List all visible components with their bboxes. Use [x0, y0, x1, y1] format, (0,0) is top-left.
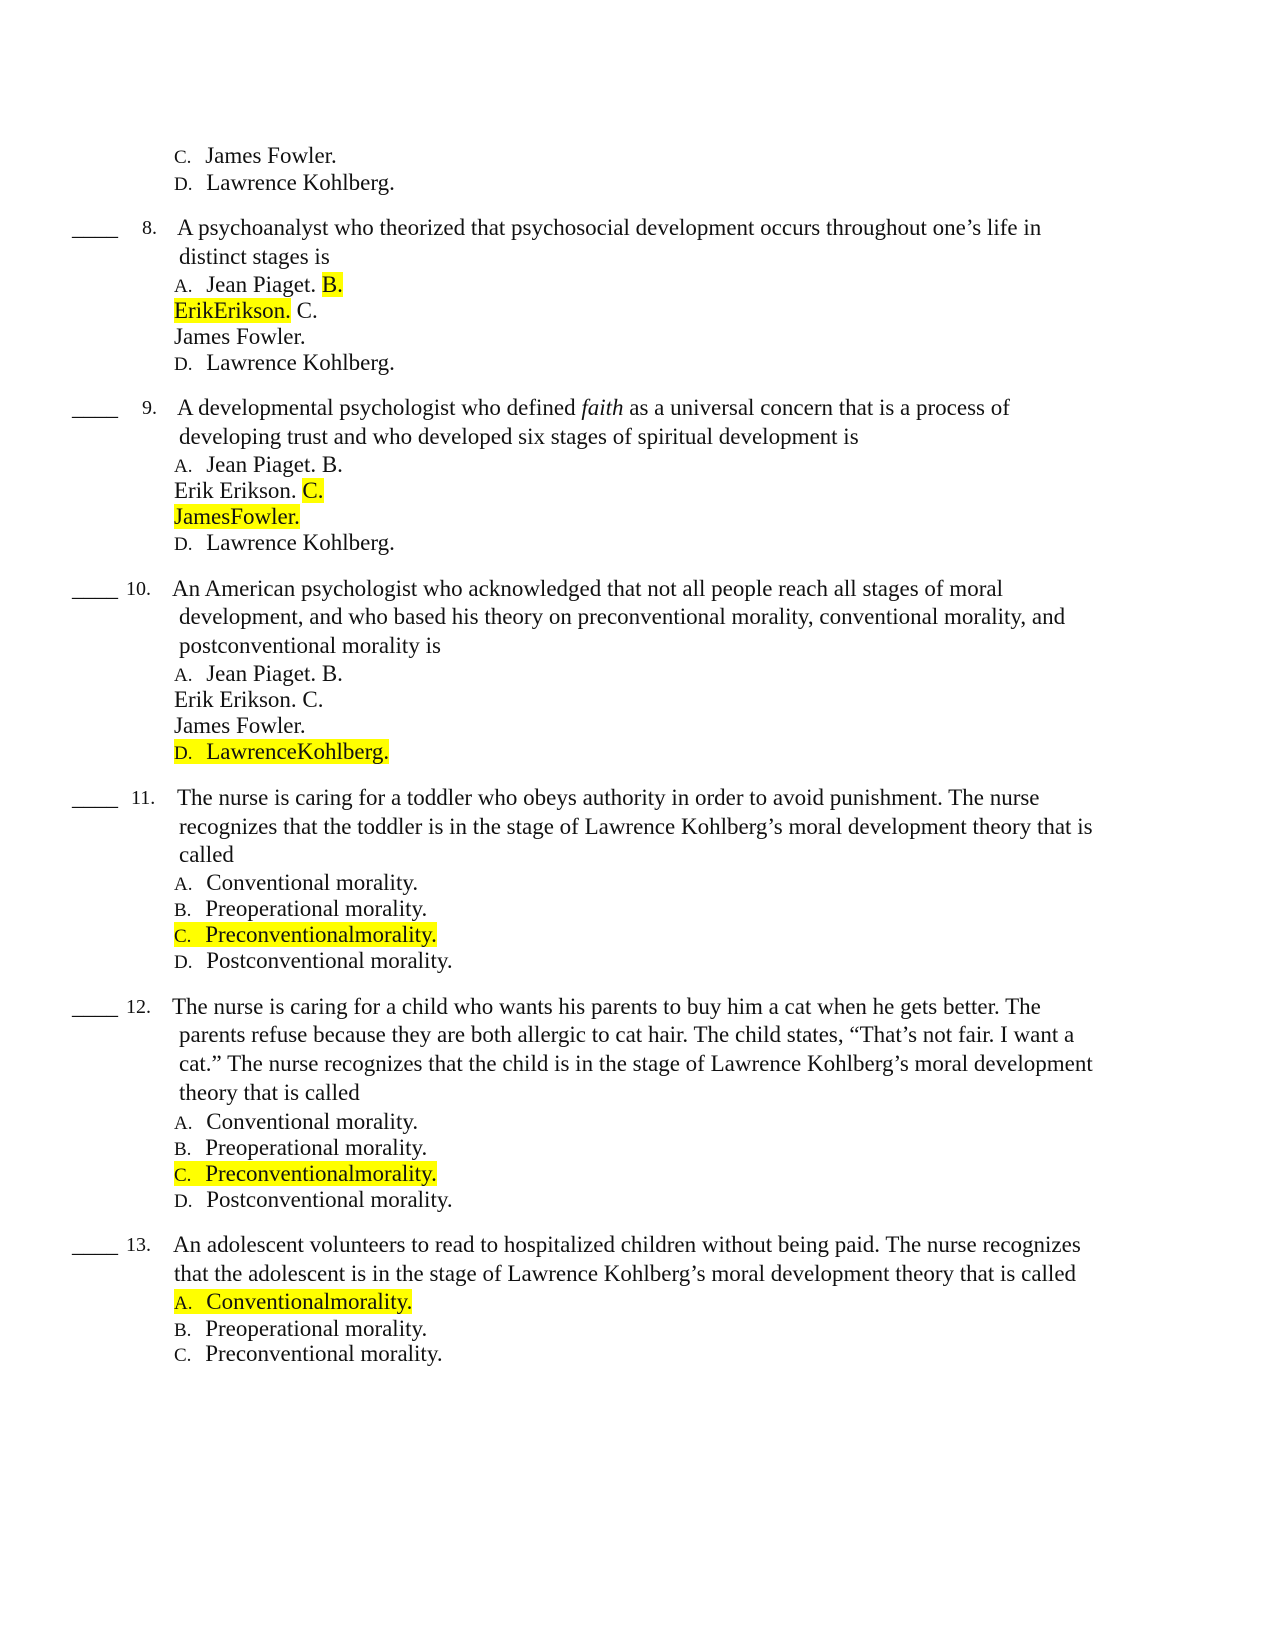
option-letter: D. — [174, 1191, 193, 1212]
question-stem: developing trust and who developed six stages of spiritual development is — [179, 424, 859, 449]
option-letter: B. — [174, 1139, 192, 1160]
option-letter: A. — [174, 665, 193, 686]
question-number: 9. — [142, 397, 157, 419]
option-letter: A. — [174, 1293, 193, 1314]
option-text: Preoperational morality. — [205, 1135, 428, 1160]
option-text: Erik Erikson. — [174, 478, 297, 503]
question-stem: The nurse is caring for a child who wants his parents to buy him a cat when he gets better. The — [172, 994, 1041, 1019]
option-letter: C. — [174, 147, 192, 168]
option-text: Jean Piaget. — [206, 452, 317, 477]
option-letter: D. — [174, 952, 193, 973]
option-letter: C. — [302, 687, 324, 712]
option-letter: A. — [174, 456, 193, 477]
correct-option-text: LawrenceKohlberg. — [206, 739, 390, 764]
question-stem: distinct stages is — [179, 244, 330, 269]
question-stem: that the adolescent is in the stage of Lawrence Kohlberg’s moral development theory that is called — [174, 1261, 1077, 1286]
option-letter: B. — [321, 272, 343, 297]
stem-text: A developmental psychologist who defined — [177, 395, 576, 420]
question-stem: postconventional morality is — [179, 633, 441, 658]
question-number: 13. — [126, 1234, 151, 1256]
correct-option — [174, 922, 437, 947]
option-letter: D. — [174, 174, 193, 195]
option-letter: C. — [174, 1165, 192, 1186]
option-letter: C. — [174, 926, 192, 947]
option-text: Lawrence Kohlberg. — [206, 350, 395, 375]
option-text: Conventional morality. — [206, 1109, 419, 1134]
stem-emphasis: faith — [581, 395, 624, 420]
option-text: Lawrence Kohlberg. — [206, 530, 395, 555]
question-stem: called — [179, 842, 234, 867]
correct-option — [174, 739, 389, 764]
option-text: Preconventional morality. — [205, 1341, 443, 1366]
correct-option-text: JamesFowler. — [174, 504, 300, 529]
option-text: James Fowler. — [174, 713, 306, 738]
option-letter: B. — [174, 1320, 192, 1341]
correct-option-text — [174, 503, 300, 531]
option-text: Lawrence Kohlberg. — [206, 170, 395, 195]
question-number: 10. — [126, 578, 151, 600]
option-text: Erik Erikson. — [174, 687, 297, 712]
question-stem: The nurse is caring for a toddler who obeys authority in order to avoid punishment. The nurse — [177, 785, 1040, 810]
q10-option-line — [174, 686, 324, 714]
option-text: James Fowler. — [205, 143, 337, 168]
question-number: 11. — [131, 787, 156, 809]
question-stem: An American psychologist who acknowledged that not all people reach all stages of moral — [172, 576, 1003, 601]
correct-option-text: ErikErikson. — [174, 298, 291, 323]
option-text: Preoperational morality. — [205, 896, 428, 921]
q8-option-d — [174, 349, 395, 379]
correct-option-text: Conventionalmorality. — [206, 1289, 413, 1314]
question-number: 8. — [142, 217, 157, 239]
option-text: Jean Piaget. — [206, 661, 317, 686]
q8-option-line — [174, 297, 318, 325]
q9-option-d — [174, 529, 395, 559]
q7-option-c — [174, 142, 337, 172]
question-stem: theory that is called — [179, 1080, 360, 1105]
question-stem: development, and who based his theory on preconventional morality, conventional morality, and — [179, 604, 1066, 629]
q13-option-a — [174, 1288, 412, 1318]
answer-blank: ____ — [72, 994, 118, 1019]
question-stem: parents refuse because they are both allergic to cat hair. The child states, “That’s not fair. I want a — [179, 1022, 1075, 1047]
q12-option-d — [174, 1186, 453, 1216]
question-stem: cat.” The nurse recognizes that the child is in the stage of Lawrence Kohlberg’s moral development — [179, 1051, 1093, 1076]
option-letter: B. — [174, 900, 192, 921]
q13-option-c — [174, 1340, 443, 1370]
answer-blank: ____ — [72, 215, 118, 240]
q10-option-d — [174, 738, 389, 768]
option-text: Postconventional morality. — [206, 948, 453, 973]
question-number: 12. — [126, 996, 151, 1018]
option-letter: C. — [302, 478, 324, 503]
question-stem: An adolescent volunteers to read to hospitalized children without being paid. The nurse recognizes — [173, 1232, 1081, 1257]
q9-option-line — [174, 477, 324, 505]
option-text: Conventional morality. — [206, 870, 419, 895]
question-stem: A psychoanalyst who theorized that psychosocial development occurs throughout one’s life in — [177, 215, 1042, 240]
answer-blank: ____ — [72, 1232, 118, 1257]
option-letter: A. — [174, 874, 193, 895]
option-letter: C. — [174, 1345, 192, 1366]
option-letter: B. — [321, 452, 343, 477]
q7-option-d — [174, 169, 395, 199]
q11-option-d — [174, 947, 453, 977]
answer-blank: ____ — [72, 785, 118, 810]
correct-option — [174, 1161, 437, 1186]
option-letter: D. — [174, 354, 193, 375]
option-text: Postconventional morality. — [206, 1187, 453, 1212]
option-letter: D. — [174, 534, 193, 555]
correct-option-text: Preconventionalmorality. — [205, 1161, 437, 1186]
option-letter: B. — [321, 661, 343, 686]
option-text: James Fowler. — [174, 324, 306, 349]
stem-text: as a universal concern that is a process of — [629, 395, 1010, 420]
option-text: Jean Piaget. — [206, 272, 317, 297]
correct-option — [174, 1289, 412, 1314]
option-letter: D. — [174, 743, 193, 764]
option-text: Preoperational morality. — [205, 1316, 428, 1341]
option-letter: A. — [174, 1113, 193, 1134]
answer-blank: ____ — [72, 395, 118, 420]
question-stem: recognizes that the toddler is in the stage of Lawrence Kohlberg’s moral development theory that is — [179, 814, 1093, 839]
question-stem — [177, 394, 1010, 422]
option-letter: A. — [174, 276, 193, 297]
correct-option-text: Preconventionalmorality. — [205, 922, 437, 947]
answer-blank: ____ — [72, 576, 118, 601]
option-letter: C. — [296, 298, 318, 323]
